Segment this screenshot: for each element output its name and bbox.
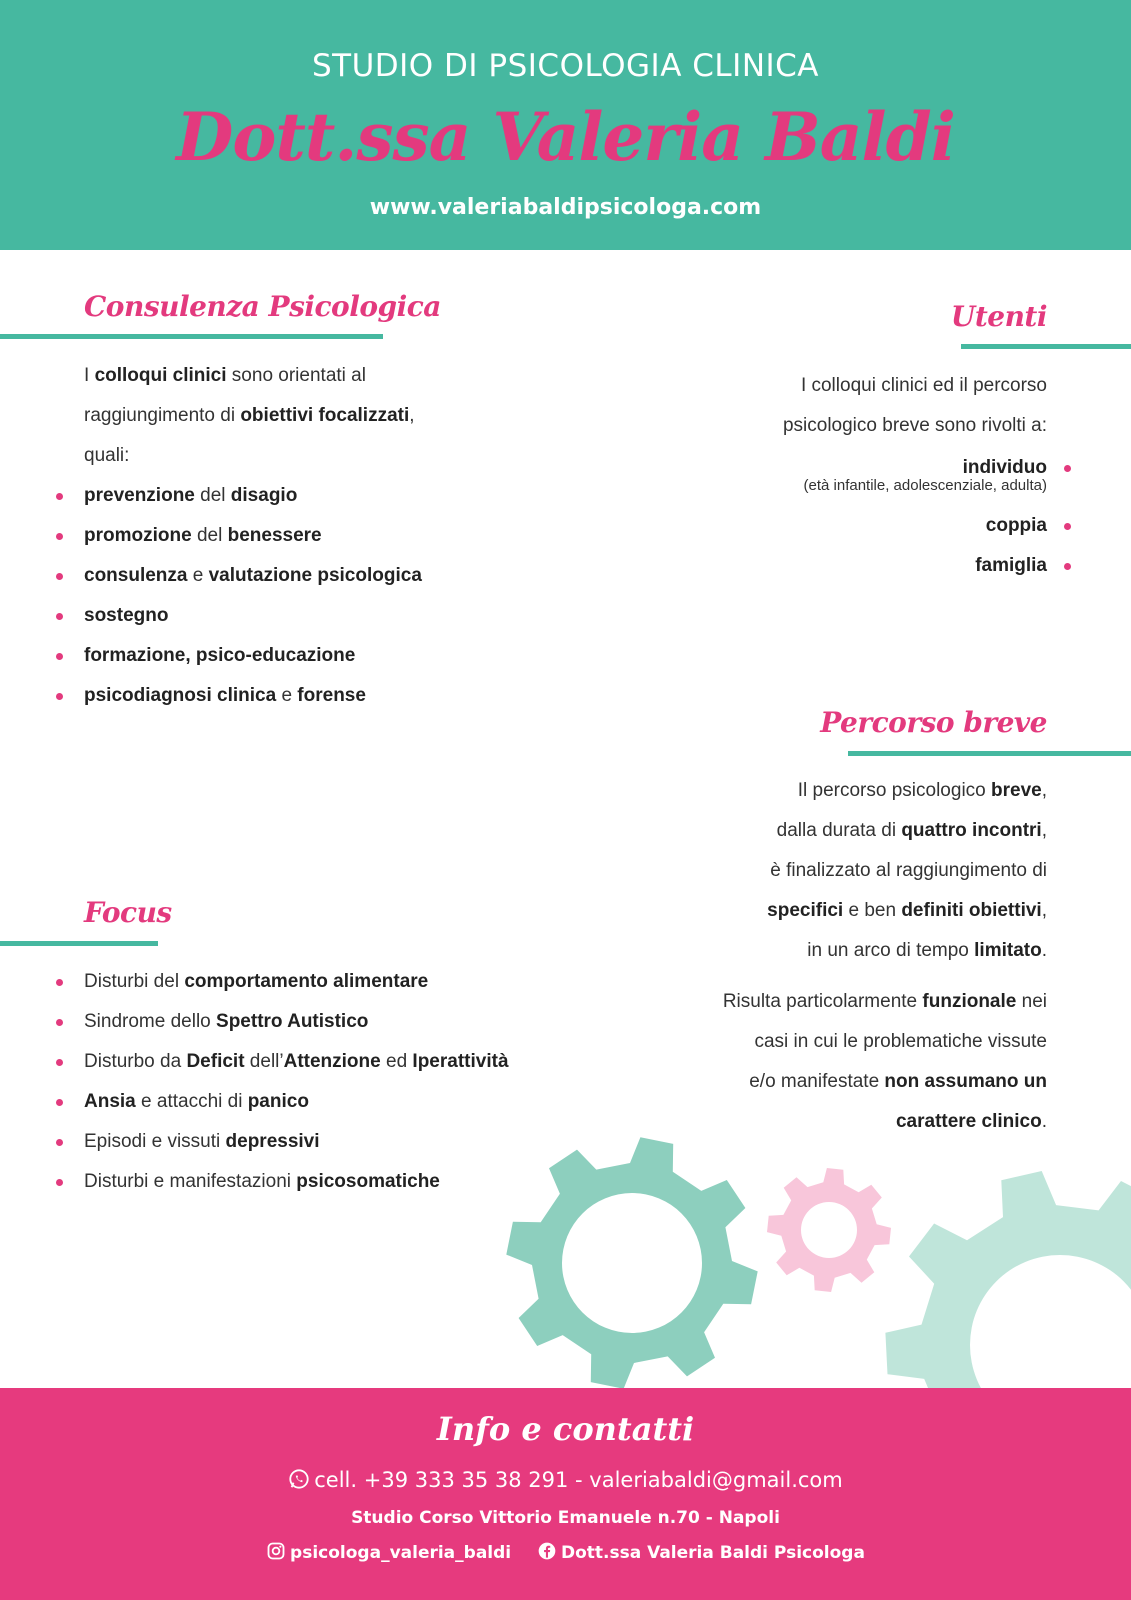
bullet-icon <box>56 613 63 620</box>
doctor-name: Dott.ssa Valeria Baldi <box>176 98 955 176</box>
gear-icon <box>506 1137 757 1388</box>
bullet-icon <box>1064 465 1071 472</box>
item-note: (età infantile, adolescenziale, adulta) <box>803 477 1047 494</box>
list-item: consulenza e valutazione psicologica <box>56 556 422 596</box>
list-item: prevenzione del disagio <box>56 476 422 516</box>
social-line <box>0 1541 1131 1566</box>
section-rule <box>961 344 1131 349</box>
bullet-icon <box>56 1019 63 1026</box>
bullet-icon <box>56 693 63 700</box>
bullet-icon <box>1064 563 1071 570</box>
section-rule <box>848 751 1131 756</box>
bullet-icon <box>56 1059 63 1066</box>
section-title-percorso: Percorso breve <box>820 706 1047 739</box>
percorso-paragraph-2 <box>723 982 1047 1142</box>
facebook-page[interactable]: Dott.ssa Valeria Baldi Psicologa <box>560 1543 865 1563</box>
list-item: sostegno <box>56 596 422 636</box>
bullet-icon <box>1064 523 1071 530</box>
text-line: casi in cui le problematiche vissute <box>754 1031 1047 1052</box>
instagram-handle[interactable]: psicologa_valeria_baldi <box>290 1543 512 1563</box>
text-line: e/o manifestate non assumano un <box>749 1071 1047 1092</box>
intro-line: I colloqui clinici ed il percorso <box>800 375 1047 396</box>
section-rule <box>0 334 383 339</box>
intro-line: psicologico breve sono rivolti a: <box>782 415 1047 436</box>
facebook-icon <box>537 1541 557 1566</box>
intro-line: raggiungimento di obiettivi focalizzati, <box>84 405 415 426</box>
intro-line: quali: <box>84 445 130 466</box>
footer-contacts <box>0 1388 1131 1600</box>
consulenza-intro <box>84 356 415 476</box>
focus-list <box>56 962 509 1202</box>
studio-title: STUDIO DI PSICOLOGIA CLINICA <box>311 48 820 84</box>
text-line: specifici e ben definiti obiettivi, <box>767 900 1047 921</box>
utenti-intro <box>783 366 1047 446</box>
list-item: Disturbo da Deficit dell’Attenzione ed Iperattività <box>56 1042 509 1082</box>
bullet-icon <box>56 979 63 986</box>
text-line: Il percorso psicologico breve, <box>797 780 1047 801</box>
list-item: formazione, psico-educazione <box>56 636 422 676</box>
text-line: dalla durata di quattro incontri, <box>776 820 1047 841</box>
text-line: carattere clinico. <box>895 1111 1047 1132</box>
gear-shape <box>506 1137 757 1388</box>
list-item: Episodi e vissuti depressivi <box>56 1122 509 1162</box>
list-item: Disturbi del comportamento alimentare <box>56 962 509 1002</box>
section-rule <box>0 941 158 946</box>
header-banner <box>0 0 1131 250</box>
list-item: Disturbi e manifestazioni psicosomatiche <box>56 1162 509 1202</box>
gear-shape <box>767 1168 891 1292</box>
gear-icon <box>767 1168 891 1292</box>
percorso-paragraph-1 <box>767 771 1047 971</box>
list-item: famiglia <box>671 546 1071 586</box>
address: Studio Corso Vittorio Emanuele n.70 - Napoli <box>351 1508 780 1528</box>
list-item: Sindrome dello Spettro Autistico <box>56 1002 509 1042</box>
bullet-icon <box>56 533 63 540</box>
list-item: Ansia e attacchi di panico <box>56 1082 509 1122</box>
section-title-utenti: Utenti <box>950 300 1047 333</box>
whatsapp-icon <box>288 1468 310 1495</box>
bullet-icon <box>56 1179 63 1186</box>
list-item: promozione del benessere <box>56 516 422 556</box>
text-line: in un arco di tempo limitato. <box>807 940 1047 961</box>
list-item: coppia <box>671 506 1071 546</box>
contact-line <box>0 1468 1131 1495</box>
bullet-icon <box>56 573 63 580</box>
bullet-icon <box>56 1099 63 1106</box>
text-line: è finalizzato al raggiungimento di <box>770 860 1047 881</box>
bullet-icon <box>56 1139 63 1146</box>
utenti-list <box>671 448 1071 586</box>
section-title-consulenza: Consulenza Psicologica <box>84 290 441 323</box>
intro-line: I colloqui clinici sono orientati al <box>84 365 366 386</box>
list-item: individuo (età infantile, adolescenziale, adulta) <box>671 448 1071 506</box>
website-link[interactable]: www.valeriabaldipsicologa.com <box>369 195 762 220</box>
text-line: Risulta particolarmente funzionale nei <box>722 991 1047 1012</box>
bullet-icon <box>56 653 63 660</box>
bullet-icon <box>56 493 63 500</box>
consulenza-list <box>56 476 422 716</box>
footer-title: Info e contatti <box>436 1410 695 1448</box>
contact-text[interactable]: cell. +39 333 35 38 291 - valeriabaldi@gmail.com <box>314 1468 843 1492</box>
list-item: psicodiagnosi clinica e forense <box>56 676 422 716</box>
instagram-icon <box>266 1541 286 1566</box>
section-title-focus: Focus <box>84 896 172 929</box>
